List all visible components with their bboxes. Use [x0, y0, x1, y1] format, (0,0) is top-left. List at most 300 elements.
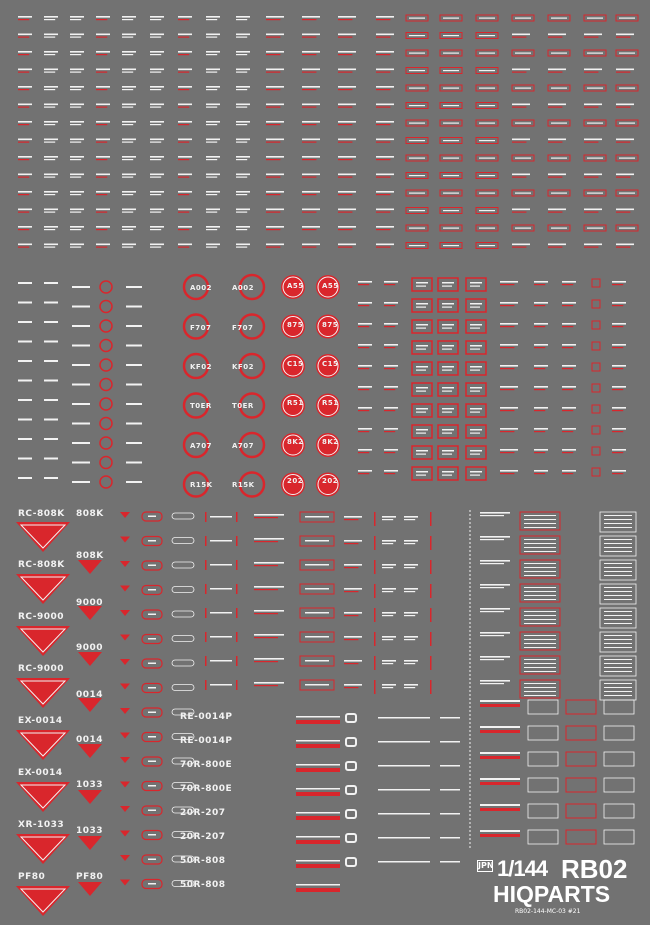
decal-text-line [512, 174, 530, 176]
decal-text-line [548, 139, 566, 141]
decal-text-line [148, 785, 156, 787]
decal-text-line [266, 16, 284, 18]
decal-text-line [122, 124, 133, 125]
decal-text-line [338, 244, 356, 246]
decal-text-line [524, 671, 556, 672]
decal-info-box [566, 804, 596, 818]
decal-text-line [470, 433, 480, 434]
decal-text-line [612, 281, 626, 283]
decal-text-line [376, 104, 394, 106]
decal-text-line [266, 37, 280, 38]
decal-text-line [562, 368, 573, 369]
decal-text-line [338, 191, 356, 193]
decal-zigzag [18, 380, 32, 382]
decal-dashed-line [440, 789, 460, 791]
decal-text-line [515, 228, 531, 229]
decal-text-line [254, 658, 284, 660]
decal-text-line [296, 836, 340, 838]
decal-x-mark [592, 321, 600, 329]
decal-text-line [44, 16, 58, 18]
decal-text-line [122, 37, 133, 38]
decal-text-line [338, 124, 352, 125]
decal-text-line [512, 37, 526, 38]
decal-text-line [587, 88, 603, 89]
circle-label: KF02 [232, 363, 254, 371]
decal-text-line [376, 51, 394, 53]
decal-text-line [18, 34, 32, 36]
decal-text-line [442, 370, 452, 371]
decal-text-line [443, 88, 459, 89]
decal-text-line [524, 543, 556, 544]
decal-text-line [512, 244, 530, 246]
decal-text-line [515, 88, 531, 89]
decal-text-line [500, 407, 518, 409]
decal-text-line [604, 599, 632, 600]
decal-text-line [305, 684, 329, 686]
decal-text-line [616, 209, 634, 211]
decal-text-line [479, 18, 495, 19]
decal-text-line [384, 470, 398, 472]
decal-text-line [404, 519, 415, 520]
decal-text-line [344, 543, 358, 544]
decal-text-line [206, 212, 217, 213]
decal-text-line [442, 408, 454, 410]
decal-small-triangle [78, 790, 102, 804]
decal-text-line [296, 812, 340, 814]
decal-text-line [512, 72, 526, 73]
decal-text-line [122, 209, 136, 211]
decal-text-line [18, 244, 32, 246]
decal-text-line [524, 527, 556, 528]
decal-text-line [479, 158, 495, 159]
decal-text-line [148, 810, 156, 812]
decal-text-line [254, 613, 278, 614]
badge-label: A55 [322, 282, 339, 290]
decal-text-line [266, 229, 280, 230]
decal-text-line [587, 18, 603, 19]
decal-text-line [122, 191, 136, 193]
decal-text-line [443, 105, 459, 106]
decal-text-line [612, 428, 626, 430]
decal-arrow-ring [100, 340, 112, 352]
decal-text-line [150, 86, 164, 88]
decal-info-box [528, 830, 558, 844]
decal-zigzag [44, 282, 58, 284]
decal-code-box [466, 446, 486, 459]
decal-text-line [376, 244, 394, 246]
decal-text-line [442, 324, 454, 326]
decal-text-line [604, 687, 632, 688]
decal-text-line [150, 191, 164, 193]
decal-text-line [404, 660, 418, 662]
decal-x-mark [592, 384, 600, 392]
decal-text-line [338, 86, 356, 88]
decal-text-line [206, 194, 217, 195]
decal-text-line [122, 247, 133, 248]
decal-dashed-line [378, 765, 430, 767]
decal-arrow-line [72, 364, 90, 366]
decal-text-line [562, 323, 576, 325]
decal-text-line [604, 591, 632, 592]
decal-text-line [470, 412, 480, 413]
decal-text-line [44, 54, 55, 55]
decal-text-line [384, 410, 395, 411]
decal-text-line [70, 104, 84, 106]
decal-text-line [344, 687, 358, 688]
number-label: 0014 [76, 690, 104, 700]
decal-text-line [480, 632, 510, 634]
decal-text-line [236, 124, 247, 125]
decal-text-line [584, 174, 602, 176]
decal-text-line [376, 16, 394, 18]
decal-text-line [384, 347, 395, 348]
decal-text-line [236, 51, 250, 53]
decal-text-line [18, 139, 32, 141]
decal-arrow-ring [100, 476, 112, 488]
decal-text-line [534, 368, 545, 369]
decal-text-line [470, 366, 482, 368]
decal-text-line [148, 638, 156, 640]
decal-text-line [382, 567, 393, 568]
decal-text-line [584, 34, 602, 36]
decal-text-line [584, 209, 602, 211]
decal-text-line [512, 139, 530, 141]
decal-mini-triangle [120, 782, 130, 788]
decal-text-line [96, 174, 110, 176]
decal-text-line [479, 70, 495, 71]
decal-text-line [416, 303, 428, 305]
decal-text-line [534, 428, 548, 430]
decal-arrow-line [126, 306, 142, 308]
decal-red-bar [296, 720, 340, 724]
decal-text-line [44, 156, 58, 158]
decal-text-line [443, 228, 459, 229]
decal-text-line [534, 431, 545, 432]
decal-text-line [148, 883, 156, 885]
decal-bracket [430, 560, 432, 574]
decal-text-line [512, 34, 530, 36]
decal-bracket [205, 584, 207, 594]
decal-text-line [150, 37, 161, 38]
decal-text-line [18, 51, 32, 53]
decal-text-line [206, 177, 217, 178]
circle-label: A002 [190, 284, 213, 292]
decal-text-line [305, 540, 329, 542]
decal-text-line [376, 142, 390, 143]
decal-zigzag [44, 341, 58, 343]
decal-arrow-ring [100, 301, 112, 313]
decal-arrow-ring [100, 320, 112, 332]
decal-text-line [358, 344, 372, 346]
decal-zigzag [44, 360, 58, 362]
decal-mini-triangle [120, 831, 130, 837]
brand-block [475, 856, 645, 918]
decal-text-line [534, 389, 545, 390]
decal-text-line [376, 72, 390, 73]
decal-text-line [296, 860, 340, 862]
decal-x-mark [592, 405, 600, 413]
decal-text-line [236, 104, 250, 106]
decal-text-line [584, 244, 602, 246]
decal-text-line [210, 588, 232, 590]
decal-text-line [302, 177, 316, 178]
decal-text-line [480, 700, 520, 702]
decal-text-line [616, 72, 630, 73]
decal-text-line [302, 247, 316, 248]
decal-text-line [302, 72, 316, 73]
decal-text-line [236, 16, 250, 18]
decal-text-line [619, 193, 635, 194]
decal-text-line [382, 564, 396, 566]
decal-text-line [122, 121, 136, 123]
decal-text-line [480, 515, 504, 516]
decal-text-line [548, 107, 562, 108]
decal-e-mark [346, 762, 356, 770]
circle-label: R15K [232, 481, 255, 489]
decal-zigzag [18, 360, 32, 362]
decal-text-line [302, 124, 316, 125]
decal-text-line [404, 564, 418, 566]
decal-text-line [266, 142, 280, 143]
decal-text-line [18, 37, 29, 38]
decal-text-line [562, 410, 573, 411]
decal-text-line [236, 177, 247, 178]
decal-text-line [150, 159, 161, 160]
decal-text-line [584, 177, 598, 178]
decal-text-line [302, 174, 320, 176]
decal-red-bar [480, 756, 520, 759]
decal-text-line [612, 386, 626, 388]
decal-text-line [150, 212, 161, 213]
decal-text-line [604, 527, 632, 528]
decal-text-line [409, 35, 425, 36]
decal-text-line [44, 247, 55, 248]
decal-text-line [70, 139, 84, 141]
decal-text-line [18, 229, 29, 230]
decal-text-line [150, 69, 164, 71]
decal-text-line [376, 191, 394, 193]
decal-mini-triangle [120, 610, 130, 616]
decal-dashed-line [440, 765, 460, 767]
decal-text-line [70, 54, 81, 55]
decal-zigzag [18, 419, 32, 421]
decal-dashed-line [440, 717, 460, 719]
decal-text-line [376, 69, 394, 71]
decal-red-bar [296, 744, 340, 748]
decal-text-line [480, 635, 504, 636]
decal-text-line [612, 452, 623, 453]
decal-text-line [302, 139, 320, 141]
decal-text-line [376, 226, 394, 228]
decal-text-line [470, 349, 480, 350]
decal-text-line [305, 564, 329, 566]
decal-text-line [616, 69, 634, 71]
decal-text-line [150, 104, 164, 106]
decal-red-bar [296, 888, 340, 892]
decal-text-line [384, 344, 398, 346]
decal-text-line [562, 449, 576, 451]
decal-text-line [122, 229, 133, 230]
decal-text-line [178, 159, 189, 160]
decal-text-line [604, 663, 632, 664]
decal-mini-triangle [120, 586, 130, 592]
decal-text-line [524, 519, 556, 520]
decal-e-mark [346, 858, 356, 866]
decal-code-box [438, 467, 458, 480]
decal-code-box [412, 278, 432, 291]
decal-text-line [480, 611, 504, 612]
badge-label: 875 [322, 321, 339, 329]
decal-text-line [338, 89, 352, 90]
country-tag: JPN [478, 861, 494, 870]
decal-text-line [178, 37, 189, 38]
decal-arrow-line [72, 384, 90, 386]
decal-text-line [562, 302, 576, 304]
decal-text-line [206, 159, 217, 160]
decal-text-line [96, 89, 107, 90]
decal-bracket [236, 584, 238, 594]
decal-text-line [338, 121, 356, 123]
decal-text-line [470, 307, 480, 308]
decal-text-line [524, 687, 556, 688]
decal-text-line [548, 142, 562, 143]
decal-text-line [612, 326, 623, 327]
decal-text-line [384, 452, 395, 453]
decal-zigzag [44, 302, 58, 304]
decal-text-line [236, 69, 250, 71]
decal-text-line [206, 244, 220, 246]
decal-bracket [205, 560, 207, 570]
decal-text-line [384, 305, 395, 306]
decal-text-line [236, 209, 250, 211]
decal-text-line [358, 281, 372, 283]
decal-text-line [409, 70, 425, 71]
decal-text-line [302, 244, 320, 246]
decal-zigzag [18, 458, 32, 460]
circle-label: F707 [232, 324, 254, 332]
decal-text-line [548, 72, 562, 73]
decal-info-box [604, 804, 634, 818]
decal-bracket [205, 608, 207, 618]
decal-info-box [528, 726, 558, 740]
decal-text-line [416, 475, 426, 476]
decal-text-line [442, 328, 452, 329]
circle-label: A002 [232, 284, 255, 292]
decal-tag [172, 587, 194, 593]
decal-info-box [604, 778, 634, 792]
decal-text-line [612, 365, 626, 367]
decal-text-line [479, 193, 495, 194]
decal-text-line [480, 587, 504, 588]
decal-text-line [206, 139, 220, 141]
decal-text-line [70, 177, 81, 178]
decal-text-line [443, 53, 459, 54]
decal-text-line [416, 328, 426, 329]
decal-text-line [266, 159, 280, 160]
decal-text-line [122, 159, 133, 160]
decal-text-line [302, 194, 316, 195]
decal-text-line [404, 663, 415, 664]
decal-text-line [206, 34, 220, 36]
decal-text-line [296, 740, 340, 742]
decal-text-line [604, 643, 632, 644]
decal-text-line [358, 449, 372, 451]
decal-text-line [524, 515, 556, 516]
decal-text-line [70, 174, 84, 176]
decal-text-line [382, 540, 396, 542]
decal-text-line [210, 564, 232, 566]
decal-text-line [479, 228, 495, 229]
decal-text-line [616, 212, 630, 213]
badge-label: 8K2 [287, 438, 304, 446]
decal-text-line [96, 212, 107, 213]
decal-text-line [612, 284, 623, 285]
decal-text-line [442, 412, 452, 413]
decal-text-line [236, 159, 247, 160]
decal-text-line [206, 107, 217, 108]
decal-text-line [604, 567, 632, 568]
decal-text-line [604, 547, 632, 548]
decal-text-line [96, 69, 110, 71]
decal-text-line [524, 659, 556, 660]
decal-text-line [302, 107, 316, 108]
decal-arrow-ring [100, 457, 112, 469]
decal-text-line [44, 37, 55, 38]
decal-bracket [205, 656, 207, 666]
decal-text-line [551, 193, 567, 194]
decal-text-line [500, 344, 518, 346]
decal-x-mark [592, 468, 600, 476]
decal-text-line [44, 121, 58, 123]
decal-text-line [480, 512, 510, 514]
decal-text-line [470, 324, 482, 326]
decal-text-line [515, 193, 531, 194]
decal-text-line [404, 687, 415, 688]
number-label: 1033 [76, 826, 104, 836]
decal-text-line [206, 174, 220, 176]
decal-text-line [584, 212, 598, 213]
decal-text-line [524, 551, 556, 552]
decal-text-line [470, 475, 480, 476]
decal-code-box [438, 383, 458, 396]
decal-text-line [254, 634, 284, 636]
decal-text-line [416, 387, 428, 389]
decal-text-line [302, 191, 320, 193]
decal-text-line [338, 177, 352, 178]
brand-name: HIQPARTS [493, 881, 611, 907]
decal-text-line [443, 210, 459, 211]
decal-text-line [524, 667, 556, 668]
decal-text-line [96, 104, 110, 106]
decal-text-line [358, 452, 369, 453]
decal-text-line [338, 194, 352, 195]
decal-arrow-line [126, 462, 142, 464]
decal-text-line [150, 156, 164, 158]
decal-text-line [442, 450, 454, 452]
decal-text-line [384, 302, 398, 304]
decal-text-line [442, 286, 452, 287]
decal-text-line [409, 193, 425, 194]
decal-text-line [44, 51, 58, 53]
decal-text-line [604, 519, 632, 520]
decal-text-line [206, 247, 217, 248]
decal-text-line [236, 191, 250, 193]
decal-text-line [358, 326, 369, 327]
decal-text-line [382, 660, 396, 662]
decal-info-box [604, 752, 634, 766]
decal-text-line [148, 712, 156, 714]
decal-text-line [551, 158, 567, 159]
